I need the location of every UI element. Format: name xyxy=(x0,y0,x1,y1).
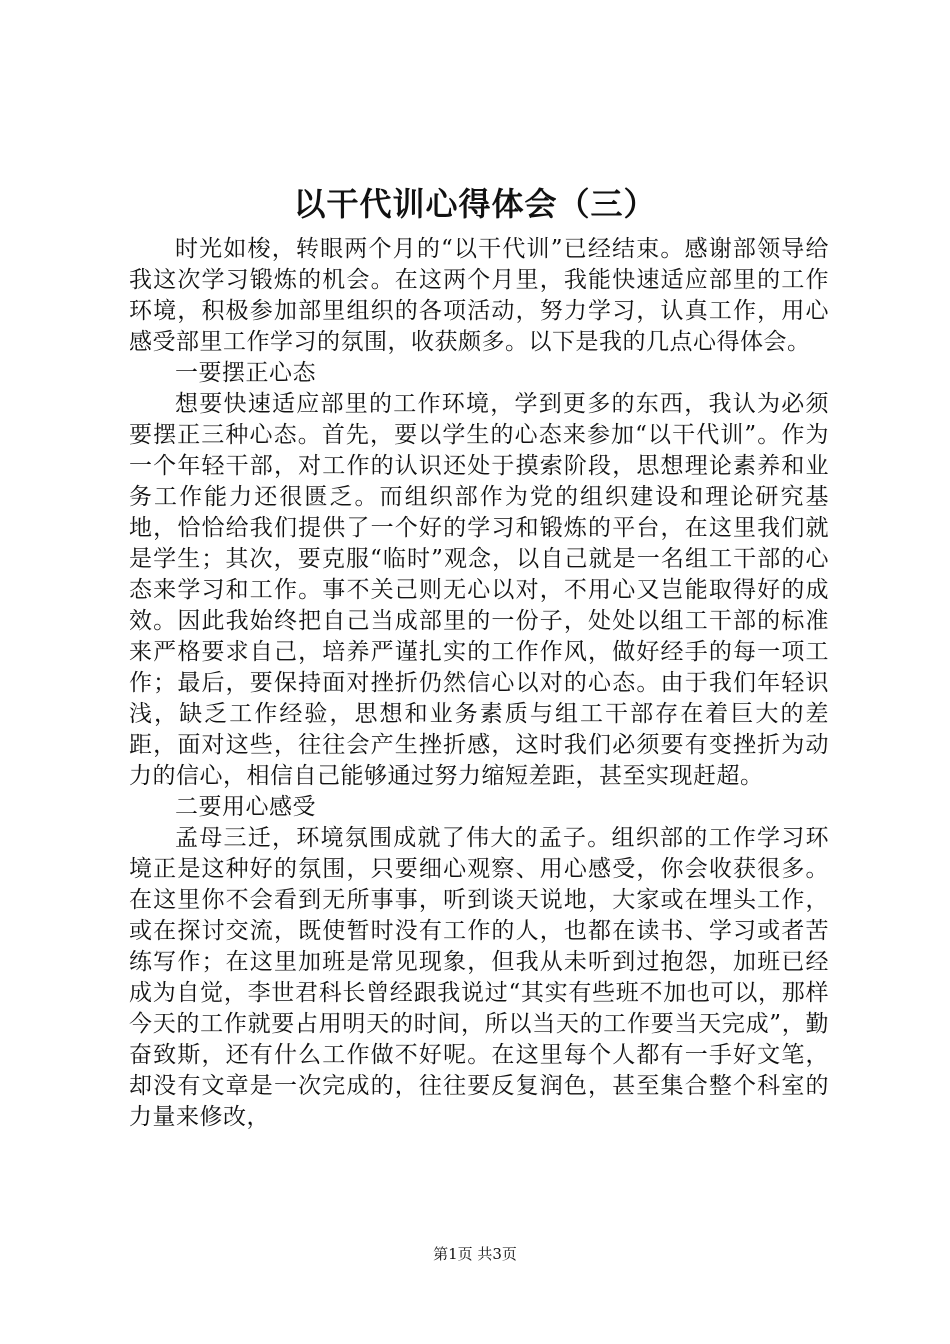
paragraph-intro: 时光如梭，转眼两个月的“以干代训”已经结束。感谢部领导给我这次学习锻炼的机会。在这两个月里，我能快速适应部里的工作环境，积极参加部里组织的各项活动，努力学习，认真工作，用心感受部里工作学习的氛围，收获颇多。以下是我的几点心得体会。 xyxy=(129,236,829,355)
section-heading-1: 一要摆正心态 xyxy=(175,360,316,386)
section-heading-2: 二要用心感受 xyxy=(175,794,316,820)
paragraph-section-1: 想要快速适应部里的工作环境，学到更多的东西，我认为必须要摆正三种心态。首先，要以学生的心态来参加“以干代训”。作为一个年轻干部，对工作的认识还处于摸索阶段，思想理论素养和业务工作能力还很匮乏。而组织部作为党的组织建设和理论研究基地，恰恰给我们提供了一个好的学习和锻炼的平台，在这里我们就是学生；其次，要克服“临时”观念，以自己就是一名组工干部的心态来学习和工作。事不关己则无心以对，不用心又岂能取得好的成效。因此我始终把自己当成部里的一份子，处处以组工干部的标准来严格要求自己，培养严谨扎实的工作作风，做好经手的每一项工作；最后，要保持面对挫折仍然信心以对的心态。由于我们年轻识浅，缺乏工作经验，思想和业务素质与组工干部存在着巨大的差距，面对这些，往往会产生挫折感，这时我们必须要有变挫折为动力的信心，相信自己能够通过努力缩短差距，甚至实现赶超。 xyxy=(129,391,829,789)
document-title: 以干代训心得体会（三） xyxy=(293,185,657,223)
page-footer: 第1页 共3页 xyxy=(433,1245,517,1263)
paragraph-section-2: 孟母三迁，环境氛围成就了伟大的孟子。组织部的工作学习环境正是这种好的氛围，只要细心观察、用心感受，你会收获很多。在这里你不会看到无所事事，听到谈天说地，大家或在埋头工作，或在探讨交流，既使暂时没有工作的人，也都在读书、学习或者苦练写作；在这里加班是常见现象，但我从未听到过抱怨，加班已经成为自觉，李世君科长曾经跟我说过“其实有些班不加也可以，那样今天的工作就要占用明天的时间，所以当天的工作要当天完成”，勤奋致斯，还有什么工作做不好呢。在这里每个人都有一手好文笔，却没有文章是一次完成的，往往要反复润色，甚至集合整个科室的力量来修改， xyxy=(129,825,829,1130)
document-body xyxy=(129,234,829,1133)
